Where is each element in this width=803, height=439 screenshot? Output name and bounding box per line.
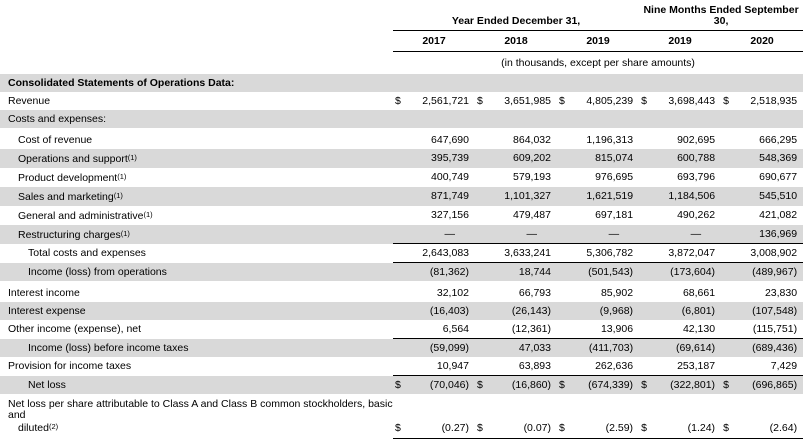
row-label: Cost of revenue	[18, 133, 93, 146]
value-cell: 63,893	[518, 360, 551, 372]
value-cell: (411,703)	[573, 339, 639, 358]
value-cell: 5,306,782	[573, 244, 639, 263]
value-cell: 600,788	[677, 152, 716, 164]
currency-cell: $	[639, 399, 655, 438]
currency-cell: $	[723, 94, 729, 107]
currency-cell	[475, 357, 491, 376]
currency-cell	[557, 225, 573, 244]
value-cell: (501,543)	[573, 263, 639, 282]
row-label: Sales and marketing$^{(1)}$	[18, 190, 123, 203]
footnote-marker: (1)	[127, 152, 137, 162]
currency-cell	[475, 168, 491, 187]
value-cell: 2,518,935	[750, 94, 798, 107]
value-cell: 13,906	[600, 323, 634, 335]
currency-cell	[639, 284, 655, 302]
row-label: Income (loss) from operations	[28, 265, 167, 278]
empty-cell	[0, 30, 393, 51]
currency-cell	[557, 244, 573, 263]
value-cell: (0.07)	[491, 399, 557, 438]
table-row-sales-marketing	[0, 187, 803, 206]
value-cell: 479,487	[513, 209, 551, 221]
value-cell: 548,369	[759, 152, 798, 164]
value-cell: 490,262	[677, 209, 716, 221]
table-row-section-header	[0, 74, 803, 92]
currency-cell	[393, 320, 409, 339]
value-cell: 579,193	[513, 171, 551, 183]
currency-cell: $	[557, 376, 573, 395]
value-cell: (12,361)	[511, 323, 551, 335]
currency-cell	[721, 225, 737, 244]
table-row-restructuring-charges	[0, 225, 803, 244]
currency-cell	[557, 302, 573, 320]
value-cell: (322,801)	[655, 376, 721, 395]
table-row-net-loss	[0, 376, 803, 395]
table-row-interest-income	[0, 284, 803, 302]
value-cell: 666,295	[759, 133, 798, 146]
value-cell: (70,046)	[409, 376, 475, 395]
currency-cell	[475, 187, 491, 206]
value-cell: 68,661	[682, 287, 716, 299]
table-row-operations-support	[0, 149, 803, 168]
row-label: Net loss	[28, 378, 66, 391]
value-cell: —	[690, 227, 702, 240]
value-cell: 1,621,519	[586, 190, 634, 202]
currency-cell: $	[559, 94, 565, 107]
value-cell: (689,436)	[737, 339, 803, 358]
currency-cell	[557, 284, 573, 302]
value-cell: 4,805,239	[586, 94, 634, 107]
value-cell: (26,143)	[511, 305, 551, 317]
empty-cell	[0, 51, 393, 74]
value-cell: (696,865)	[737, 376, 803, 395]
currency-cell	[557, 206, 573, 225]
currency-cell	[393, 187, 409, 206]
currency-cell	[475, 149, 491, 168]
nine-months-group-header: Nine Months Ended September 30,	[639, 0, 803, 30]
value-cell: (2.64)	[737, 399, 803, 438]
currency-cell	[393, 225, 409, 244]
value-cell: (107,548)	[752, 305, 798, 317]
currency-cell	[393, 131, 409, 149]
footnote-marker: (1)	[113, 190, 123, 200]
row-label: Interest expense	[8, 305, 86, 317]
value-cell: 2,643,083	[409, 244, 475, 263]
value-cell: 609,202	[513, 152, 551, 164]
currency-cell	[639, 320, 655, 339]
currency-cell	[721, 149, 737, 168]
value-cell: 85,902	[600, 287, 634, 299]
currency-cell: $	[475, 399, 491, 438]
value-cell: 864,032	[513, 133, 551, 146]
value-cell: 18,744	[491, 263, 557, 282]
currency-cell: $	[721, 399, 737, 438]
row-label: Net loss per share attributable to Class A and Class B common stockholders, basic and diluted$^{(2)}$	[8, 399, 393, 434]
currency-cell: $	[477, 94, 483, 107]
currency-cell	[557, 149, 573, 168]
table-row-provision-taxes	[0, 357, 803, 376]
empty-cell	[393, 110, 803, 128]
value-cell: (9,968)	[599, 305, 634, 317]
value-cell: 3,633,241	[491, 244, 557, 263]
value-cell: 1,101,327	[504, 190, 551, 202]
currency-cell	[639, 187, 655, 206]
currency-cell	[557, 320, 573, 339]
value-cell: 1,196,313	[586, 133, 634, 146]
value-cell: —	[444, 227, 455, 240]
currency-cell	[393, 284, 409, 302]
currency-cell	[721, 357, 737, 376]
year-column-header: 2019	[639, 30, 721, 51]
year-column-header: 2020	[721, 30, 803, 51]
value-cell: 6,564	[442, 323, 469, 335]
value-cell: 902,695	[677, 133, 716, 146]
currency-cell	[721, 263, 737, 282]
currency-cell: $	[641, 94, 647, 107]
row-label: Interest income	[8, 287, 80, 299]
currency-cell: $	[393, 376, 409, 395]
currency-cell	[557, 168, 573, 187]
value-cell: 697,181	[595, 209, 634, 221]
currency-cell	[475, 302, 491, 320]
row-label: Total costs and expenses	[28, 247, 146, 259]
table-row-product-development	[0, 168, 803, 187]
currency-cell	[557, 357, 573, 376]
currency-cell	[639, 131, 655, 149]
currency-cell: $	[639, 376, 655, 395]
value-cell: (173,604)	[655, 263, 721, 282]
value-cell: —	[526, 227, 537, 240]
value-cell: 545,510	[759, 190, 798, 202]
footnote-marker: (1)	[120, 228, 130, 238]
value-cell: (1.24)	[655, 399, 721, 438]
currency-cell	[639, 302, 655, 320]
year-column-header: 2017	[393, 30, 475, 51]
currency-cell	[475, 244, 491, 263]
footnote-marker: (1)	[143, 209, 153, 219]
row-label: Revenue	[8, 94, 51, 107]
value-cell: 2,561,721	[422, 94, 469, 107]
year-column-header: 2018	[475, 30, 557, 51]
value-cell: 42,130	[682, 323, 716, 335]
value-cell: 10,947	[436, 360, 469, 372]
value-cell: 400,749	[431, 171, 469, 183]
value-cell: (69,614)	[655, 339, 721, 358]
currency-cell	[475, 284, 491, 302]
table-row-revenue	[0, 92, 803, 110]
value-cell: 253,187	[677, 360, 716, 372]
value-cell: 3,698,443	[668, 94, 716, 107]
value-cell: 66,793	[518, 287, 551, 299]
currency-cell	[393, 339, 409, 358]
currency-cell	[557, 263, 573, 282]
value-cell: (2.59)	[573, 399, 639, 438]
row-label: Operations and support$^{(1)}$	[18, 152, 137, 165]
currency-cell	[721, 284, 737, 302]
currency-cell	[475, 320, 491, 339]
row-label: Costs and expenses:	[8, 112, 107, 125]
currency-cell	[639, 149, 655, 168]
value-cell: 262,636	[595, 360, 634, 372]
value-cell: —	[608, 227, 620, 240]
currency-cell	[721, 244, 737, 263]
currency-cell	[639, 357, 655, 376]
value-cell: 693,796	[677, 171, 716, 183]
value-cell: (59,099)	[409, 339, 475, 358]
value-cell: (6,801)	[681, 305, 716, 317]
value-cell: 421,082	[759, 209, 798, 221]
year-ended-group-header: Year Ended December 31,	[393, 0, 639, 30]
currency-cell	[639, 206, 655, 225]
table-row-interest-expense	[0, 302, 803, 320]
currency-cell	[639, 225, 655, 244]
currency-cell	[639, 168, 655, 187]
value-cell: 690,677	[759, 171, 798, 183]
empty-corner-cell	[0, 0, 393, 30]
value-cell: (16,403)	[429, 305, 469, 317]
currency-cell	[393, 149, 409, 168]
row-label: General and administrative$^{(1)}$	[18, 209, 153, 222]
value-cell: 647,690	[431, 133, 469, 146]
row-label: Provision for income taxes	[8, 360, 132, 373]
footnote-marker: (2)	[48, 422, 59, 431]
value-cell: (16,860)	[491, 376, 557, 395]
currency-cell	[393, 206, 409, 225]
currency-cell: $	[721, 376, 737, 395]
currency-cell	[639, 244, 655, 263]
table-row-general-administrative	[0, 206, 803, 225]
value-cell: 3,008,902	[737, 244, 803, 263]
currency-cell	[639, 339, 655, 358]
row-label: Income (loss) before income taxes	[28, 341, 189, 354]
currency-cell	[721, 339, 737, 358]
table-row-net-loss-per-share	[0, 399, 803, 438]
units-note: (in thousands, except per share amounts)	[501, 56, 695, 69]
period-group-header-row	[0, 0, 803, 30]
currency-cell	[393, 168, 409, 187]
value-cell: (115,751)	[752, 323, 798, 335]
value-cell: (489,967)	[737, 263, 803, 282]
value-cell: 7,429	[770, 360, 798, 372]
currency-cell	[721, 302, 737, 320]
row-label: Restructuring charges$^{(1)}$	[18, 228, 130, 241]
value-cell: 815,074	[595, 152, 634, 164]
currency-cell	[393, 263, 409, 282]
table-row-total-costs	[0, 244, 803, 263]
table-row-costs-header	[0, 110, 803, 128]
currency-cell	[721, 131, 737, 149]
currency-cell	[557, 187, 573, 206]
currency-cell	[475, 339, 491, 358]
currency-cell	[557, 339, 573, 358]
currency-cell: $	[557, 399, 573, 438]
value-cell: (81,362)	[409, 263, 475, 282]
year-column-header: 2019	[557, 30, 639, 51]
row-label: Product development$^{(1)}$	[18, 171, 127, 184]
year-header-row	[0, 30, 803, 51]
empty-cell	[393, 74, 803, 92]
currency-cell	[393, 244, 409, 263]
value-cell: 3,872,047	[655, 244, 721, 263]
value-cell: 327,156	[431, 209, 469, 221]
currency-cell	[393, 357, 409, 376]
value-cell: (674,339)	[573, 376, 639, 395]
currency-cell: $	[475, 376, 491, 395]
footnote-marker: (1)	[117, 171, 127, 181]
value-cell: 136,969	[759, 227, 798, 240]
value-cell: 47,033	[491, 339, 557, 358]
currency-cell	[721, 320, 737, 339]
currency-cell	[557, 131, 573, 149]
table-row-income-loss-operations	[0, 263, 803, 282]
table-row-income-before-taxes	[0, 339, 803, 358]
value-cell: 1,184,506	[668, 190, 716, 202]
currency-cell	[475, 131, 491, 149]
value-cell: 3,651,985	[504, 94, 551, 107]
units-note-row	[0, 51, 803, 74]
currency-cell: $	[393, 399, 409, 438]
currency-cell	[721, 206, 737, 225]
value-cell: (0.27)	[409, 399, 475, 438]
value-cell: 23,830	[764, 287, 798, 299]
table-row-other-income	[0, 320, 803, 339]
currency-cell	[475, 263, 491, 282]
currency-cell	[393, 302, 409, 320]
currency-cell	[639, 263, 655, 282]
currency-cell	[721, 187, 737, 206]
currency-cell	[721, 168, 737, 187]
row-label: Consolidated Statements of Operations Data:	[8, 76, 235, 89]
value-cell: 395,739	[431, 152, 469, 164]
currency-cell: $	[395, 94, 401, 107]
value-cell: 976,695	[595, 171, 634, 183]
currency-cell	[475, 206, 491, 225]
row-label: Other income (expense), net	[8, 323, 142, 336]
currency-cell	[475, 225, 491, 244]
table-row-cost-of-revenue	[0, 131, 803, 149]
value-cell: 871,749	[431, 190, 469, 202]
value-cell: 32,102	[436, 287, 469, 299]
